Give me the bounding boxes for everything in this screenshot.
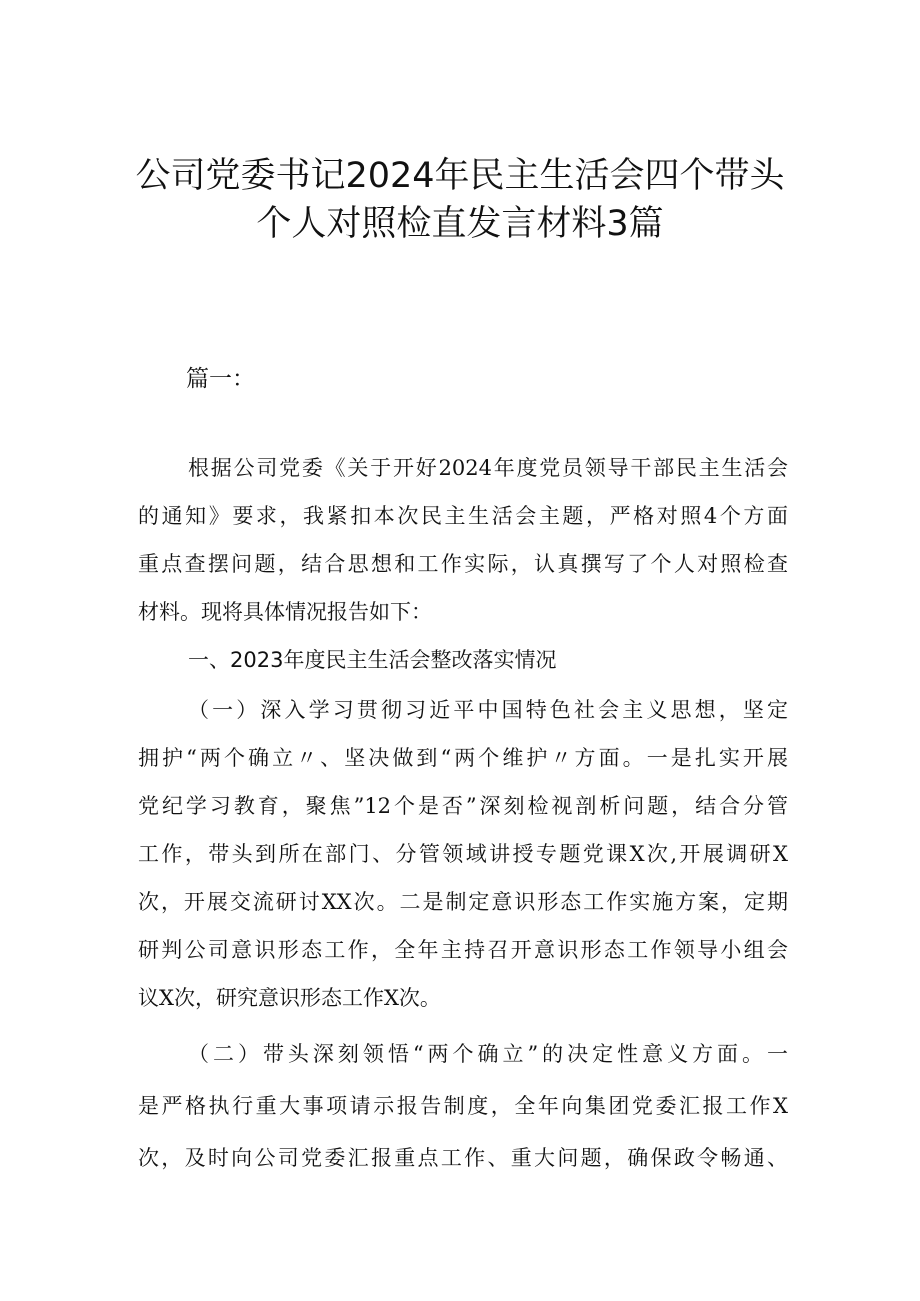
section-label: 篇一：	[186, 366, 255, 392]
paragraph-1-line-1: 根据公司党委《关于开好2024年度党员领导干部民主生活会	[188, 456, 788, 480]
paragraph-2-line-5: 次，开展交流研讨XX次。二是制定意识形态工作实施方案，定期	[138, 890, 788, 914]
paragraph-3-line-1: （二）带头深刻领悟“两个确立”的决定性意义方面。一	[188, 1042, 788, 1066]
paragraph-2-line-1: （一）深入学习贯彻习近平中国特色社会主义思想，坚定	[188, 698, 788, 722]
document-title-line-1: 公司党委书记2024年民主生活会四个带头	[135, 156, 785, 196]
paragraph-1-line-3: 重点查摆问题，结合思想和工作实际，认真撰写了个人对照检查	[138, 552, 788, 576]
paragraph-1-line-4: 材料。现将具体情况报告如下：	[138, 600, 432, 624]
paragraph-2-line-2: 拥护“两个确立〃、坚决做到“两个维护〃方面。一是扎实开展	[138, 746, 788, 770]
paragraph-2-line-7: 议X次，研究意识形态工作X次。	[138, 986, 441, 1010]
paragraph-1-line-2: 的通知》要求，我紧扣本次民主生活会主题，严格对照4个方面	[138, 504, 788, 528]
paragraph-2-line-4: 工作，带头到所在部门、分管领域讲授专题党课X次,开展调研X	[138, 842, 788, 866]
document-title-line-2: 个人对照检直发言材料3篇	[256, 204, 664, 244]
paragraph-2-line-3: 党纪学习教育，聚焦”12个是否”深刻检视剖析问题，结合分管	[138, 794, 788, 818]
paragraph-3-line-2: 是严格执行重大事项请示报告制度，全年向集团党委汇报工作X	[138, 1094, 788, 1118]
paragraph-3-line-3: 次，及时向公司党委汇报重点工作、重大问题，确保政令畅通、	[138, 1146, 788, 1170]
paragraph-2-line-6: 研判公司意识形态工作，全年主持召开意识形态工作领导小组会	[138, 938, 788, 962]
section-heading-1: 一、2023年度民主生活会整改落实情况	[188, 648, 557, 672]
